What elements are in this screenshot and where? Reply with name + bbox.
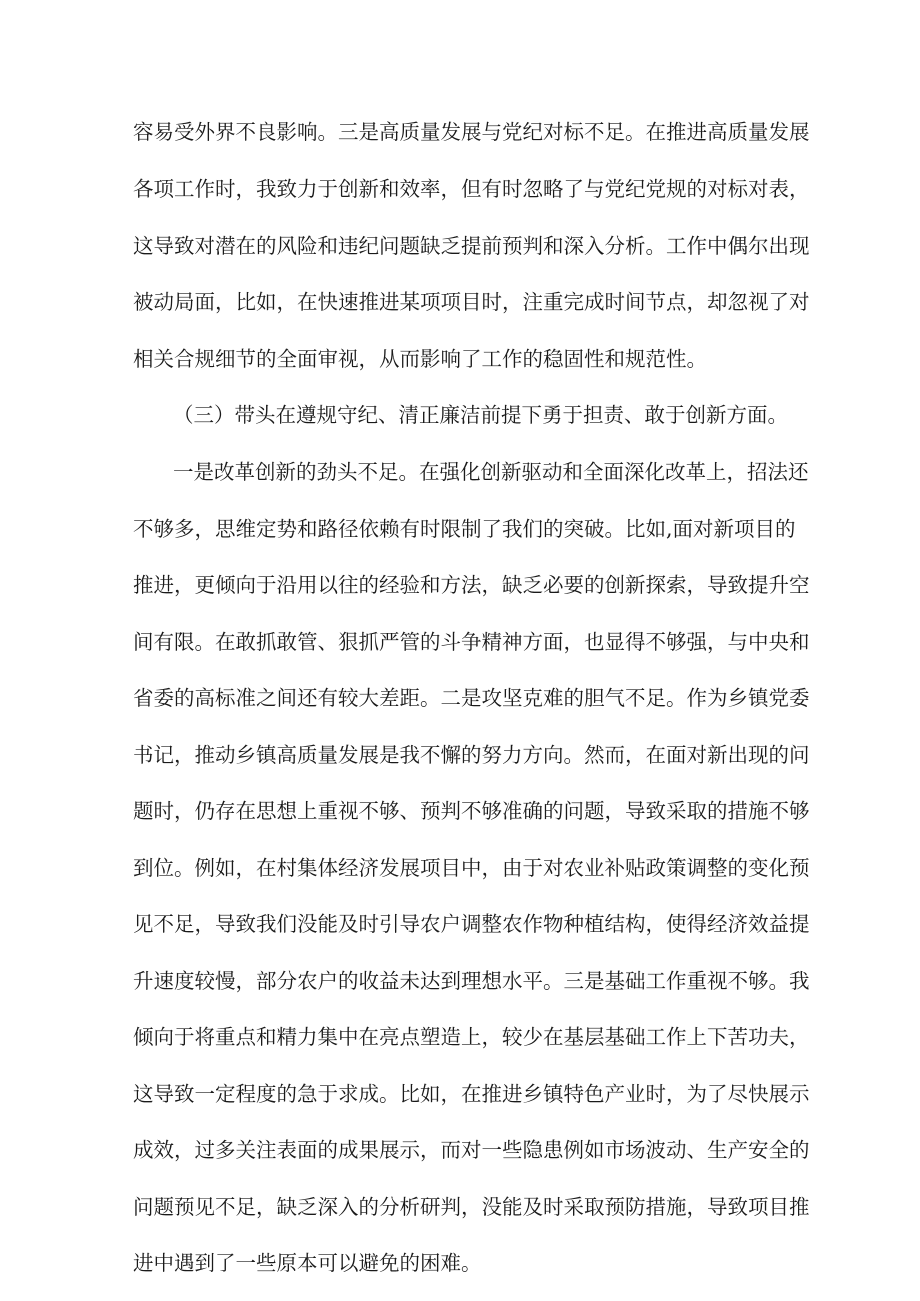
text-line: 升速度较慢，部分农户的收益未达到理想水平。三是基础工作重视不够。我 — [133, 969, 810, 993]
text-line: 到位。例如，在村集体经济发展项目中，由于对农业补贴政策调整的变化预 — [133, 856, 810, 880]
text-line: 间有限。在敢抓敢管、狠抓严管的斗争精神方面，也显得不够强，与中央和 — [133, 630, 810, 654]
text-line: 成效，过多关注表面的成果展示，而对一些隐患例如市场波动、生产安全的 — [133, 1138, 810, 1162]
text-line: 这导致对潜在的风险和违纪问题缺乏提前预判和深入分析。工作中偶尔出现 — [133, 234, 810, 258]
text-line: 被动局面，比如，在快速推进某项项目时，注重完成时间节点，却忽视了对 — [133, 290, 810, 314]
text-line: 问题预见不足，缺乏深入的分析研判，没能及时采取预防措施，导致项目推 — [133, 1195, 810, 1219]
section-heading: （三）带头在遵规守纪、清正廉洁前提下勇于担责、敢于创新方面。 — [173, 403, 788, 427]
text-line: 倾向于将重点和精力集中在亮点塑造上，较少在基层基础工作上下苦功夫， — [133, 1025, 810, 1049]
text-line: 省委的高标准之间还有较大差距。二是攻坚克难的胆气不足。作为乡镇党委 — [133, 686, 810, 710]
text-line: 进中遇到了一些原本可以避免的困难。 — [133, 1251, 482, 1275]
text-line: 相关合规细节的全面审视，从而影响了工作的稳固性和规范性。 — [133, 347, 707, 371]
text-line: 各项工作时，我致力于创新和效率，但有时忽略了与党纪党规的对标对表， — [133, 177, 810, 201]
text-line: 推进，更倾向于沿用以往的经验和方法，缺乏必要的创新探索，导致提升空 — [133, 573, 810, 597]
text-line: 见不足，导致我们没能及时引导农户调整农作物种植结构，使得经济效益提 — [133, 912, 810, 936]
text-line: 题时，仍存在思想上重视不够、预判不够准确的问题，导致采取的措施不够 — [133, 799, 810, 823]
text-line: 一是改革创新的劲头不足。在强化创新驱动和全面深化改革上，招法还 — [173, 460, 809, 484]
text-line: 书记，推动乡镇高质量发展是我不懈的努力方向。然而，在面对新出现的问 — [133, 743, 810, 767]
text-line: 容易受外界不良影响。三是高质量发展与党纪对标不足。在推进高质量发展 — [133, 120, 810, 144]
text-line: 不够多，思维定势和路径依赖有时限制了我们的突破。比如,面对新项目的 — [133, 517, 796, 541]
text-line: 这导致一定程度的急于求成。比如，在推进乡镇特色产业时，为了尽快展示 — [133, 1082, 810, 1106]
